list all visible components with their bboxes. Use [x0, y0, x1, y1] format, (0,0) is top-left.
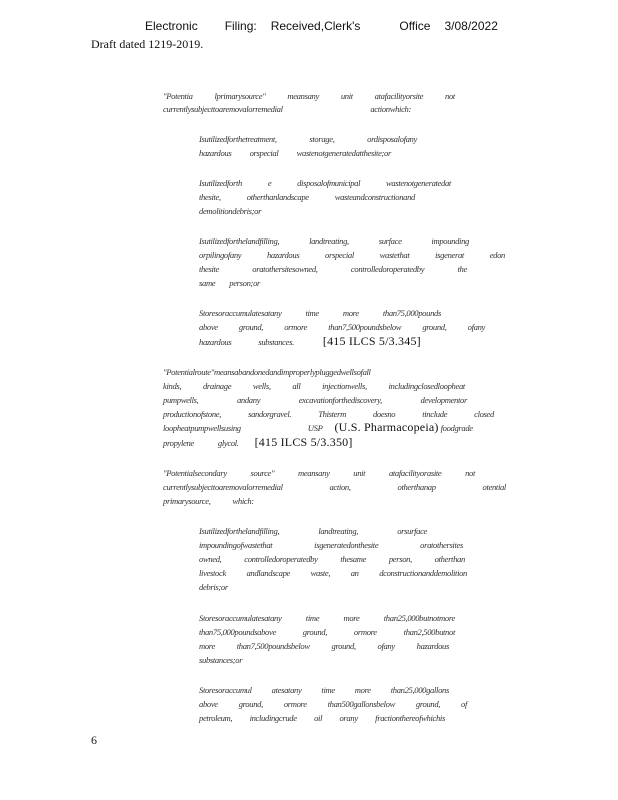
header-word: Electronic	[145, 19, 198, 33]
word: hazardous	[199, 337, 232, 347]
word: than25,000butnotmore	[383, 613, 455, 623]
word: person,	[388, 554, 412, 564]
word: wells,	[252, 381, 271, 391]
word: oratothersites	[420, 540, 463, 550]
text-line	[199, 526, 427, 536]
text-line	[199, 582, 455, 592]
word: wastethat	[379, 250, 410, 260]
word: the	[457, 264, 467, 274]
word: otential	[482, 482, 506, 492]
word: ofany	[467, 322, 485, 332]
word: surface	[378, 236, 402, 246]
word: orspecial	[325, 250, 354, 260]
word: productionofstone,	[163, 409, 222, 419]
word: drainage	[202, 381, 232, 391]
word: meansabandonedandimproperlypluggedwellsofall	[213, 367, 371, 377]
text-line	[199, 641, 449, 651]
text-line	[199, 685, 449, 695]
word: ormore	[283, 699, 307, 709]
text-line	[163, 381, 465, 391]
text-line	[163, 482, 506, 492]
word: isgeneratedonthesite	[314, 540, 379, 550]
word: time	[305, 613, 320, 623]
word: "Potentialsecondary	[163, 468, 227, 478]
word: actionwhich:	[370, 104, 411, 114]
text-line	[163, 104, 411, 114]
word: orsurface	[397, 526, 427, 536]
word: thesame	[340, 554, 367, 564]
word: ground,	[302, 627, 328, 637]
word: glycol.	[217, 438, 239, 448]
word: more	[342, 308, 359, 318]
word: storage,	[309, 134, 335, 144]
text-line	[199, 134, 417, 144]
text-line	[199, 554, 465, 564]
word: impounding	[431, 236, 469, 246]
text-line	[199, 178, 451, 188]
text-line	[199, 540, 463, 550]
word: isgenerat	[435, 250, 464, 260]
word: e	[267, 178, 272, 188]
word: orany	[339, 713, 358, 723]
word: includingclosedloopheat	[388, 381, 465, 391]
text-line	[199, 334, 455, 349]
header-word: Received,Clerk's	[270, 19, 361, 33]
text-line	[163, 435, 494, 450]
text-line	[199, 236, 469, 246]
word: same	[199, 278, 216, 288]
word: ordisposalofany	[367, 134, 417, 144]
text-line	[163, 91, 455, 101]
word: kinds,	[163, 381, 182, 391]
draft-note: Draft dated 1219-2019.	[91, 37, 204, 51]
word: hazardous	[416, 641, 449, 651]
word: andany	[236, 395, 261, 405]
word: not	[465, 468, 475, 478]
word: Isutilizedforthelandfilling,	[199, 526, 280, 536]
page-number: 6	[91, 733, 97, 747]
word: oil	[314, 713, 323, 723]
word: than7,500poundsbelow	[236, 641, 310, 651]
word: impoundingofwastethat	[199, 540, 273, 550]
word: sandorgravel.	[248, 409, 292, 419]
word: substances;or	[199, 655, 243, 665]
word: atafacilityorsite	[374, 91, 424, 101]
header-word: Office	[399, 19, 431, 33]
text-line	[199, 148, 391, 158]
word: oratothersitesowned,	[252, 264, 318, 274]
word: debris;or	[199, 582, 228, 592]
word: Isutilizedforth	[199, 178, 242, 188]
word: excavationforthediscovery,	[298, 395, 382, 405]
text-line	[199, 699, 467, 709]
word: pumpwells,	[163, 395, 199, 405]
word: thesite	[199, 264, 219, 274]
word: more	[343, 613, 360, 623]
word: wastenotgeneratedat	[386, 178, 451, 188]
word: ground,	[415, 699, 441, 709]
text-line	[199, 627, 455, 637]
word: developmentor	[420, 395, 467, 405]
word: hazardous	[199, 148, 232, 158]
word: substances.	[258, 337, 294, 347]
word: wastenotgeneratedatthesite;or	[296, 148, 391, 158]
word: otherthanap	[397, 482, 436, 492]
word: landtreating,	[309, 236, 349, 246]
word: otherthanlandscape	[246, 192, 309, 202]
word: ground,	[331, 641, 356, 651]
word: ormore	[353, 627, 377, 637]
text-line	[199, 308, 441, 318]
word: edon	[489, 250, 505, 260]
word: lprimarysource"	[214, 91, 266, 101]
word: ground,	[238, 699, 263, 709]
word: currentlysubjecttoaremovalorremedial	[163, 104, 283, 114]
word: thesite,	[199, 192, 221, 202]
text-line	[163, 367, 371, 377]
word: above	[199, 699, 218, 709]
word: person;or	[229, 278, 261, 288]
text-line	[199, 322, 485, 332]
word: demolitiondebris;or	[199, 206, 262, 216]
word: Isutilizedforthelandfilling,	[199, 236, 280, 246]
word: tinclude	[422, 409, 448, 419]
word: an	[350, 568, 359, 578]
word: than7,500poundsbelow	[328, 322, 402, 332]
word: which:	[232, 496, 254, 506]
word: more	[199, 641, 215, 651]
word: time	[305, 308, 319, 318]
word: above	[199, 322, 218, 332]
text-line	[163, 395, 467, 405]
text-line	[199, 713, 445, 723]
word: andlandscape	[246, 568, 291, 578]
word: atesatany	[271, 685, 302, 695]
word: fractionthereofwhichis	[375, 713, 445, 723]
word: Storesoraccumulatesatany	[199, 308, 282, 318]
word: ground,	[422, 322, 447, 332]
text-line	[199, 613, 455, 623]
word: currentlysubjecttoaremovalorremedial	[163, 482, 283, 492]
text-line	[163, 409, 494, 419]
word: waste,	[310, 568, 331, 578]
word: injectionwells,	[322, 381, 367, 391]
word: ground,	[238, 322, 264, 332]
word: ofany	[377, 641, 395, 651]
word: than75,000poundsabove	[199, 627, 276, 637]
word: foodgrade	[440, 423, 473, 433]
word: closed	[474, 409, 494, 419]
word: loopheatpumpwellsusing	[163, 423, 241, 433]
word: includingcrude	[249, 713, 297, 723]
text-line	[199, 655, 455, 665]
word: meansany	[297, 468, 330, 478]
word: meansany	[287, 91, 319, 101]
word: unit	[353, 468, 366, 478]
word: disposalofmunicipal	[297, 178, 361, 188]
text-line	[163, 468, 475, 478]
word: not	[445, 91, 455, 101]
word: Thisterm	[318, 409, 346, 419]
word: more	[354, 685, 371, 695]
text-line	[199, 264, 467, 274]
word: than2,500butnot	[403, 627, 455, 637]
text-line	[199, 206, 455, 216]
word: than25,000gallons	[390, 685, 449, 695]
statute-citation: [415 ILCS 5/3.345]	[322, 334, 421, 348]
word: time	[321, 685, 335, 695]
word: than75,000pounds	[382, 308, 441, 318]
word: hazardous	[266, 250, 300, 260]
filing-stamp-header	[145, 19, 498, 33]
word: controlledoroperatedby	[350, 264, 425, 274]
word: controlledoroperatedby	[244, 554, 318, 564]
word: Storesoraccumul	[199, 685, 252, 695]
text-line	[199, 192, 415, 202]
word: dconstructionanddemolition	[379, 568, 467, 578]
word: landtreating,	[318, 526, 359, 536]
text-line	[199, 278, 455, 288]
word: ormore	[284, 322, 308, 332]
word: livestock	[199, 568, 226, 578]
word: otherthan	[434, 554, 465, 564]
text-line	[163, 420, 494, 435]
word: unit	[340, 91, 353, 101]
header-word: Filing:	[224, 19, 257, 33]
word: USP	[307, 423, 323, 433]
word: Storesoraccumulatesatany	[199, 613, 282, 623]
word: propylene	[163, 438, 194, 448]
word: wasteandconstructionand	[334, 192, 415, 202]
word: primarysource,	[163, 496, 211, 506]
word: entialroute"	[177, 367, 214, 377]
word: "Pot	[163, 367, 178, 377]
header-date: 3/08/2022	[444, 19, 498, 33]
word: action,	[329, 482, 351, 492]
pharmacopeia-note: (U.S. Pharmacopeia)	[334, 420, 439, 434]
word: atafacilityorasite	[388, 468, 442, 478]
word: source"	[250, 468, 275, 478]
text-line	[163, 496, 494, 506]
word: than500gallonsbelow	[327, 699, 395, 709]
word: orspecial	[249, 148, 279, 158]
word: all	[292, 381, 301, 391]
word: of	[461, 699, 467, 709]
word: doesno	[372, 409, 396, 419]
text-line	[199, 568, 467, 578]
statute-citation: [415 ILCS 5/3.350]	[254, 435, 353, 449]
word: "Potentia	[163, 91, 193, 101]
word: orpilingofany	[199, 250, 242, 260]
word: owned,	[199, 554, 222, 564]
word: petroleum,	[199, 713, 233, 723]
text-line	[199, 250, 505, 260]
word: Isutilizedforthetreatment,	[199, 134, 277, 144]
